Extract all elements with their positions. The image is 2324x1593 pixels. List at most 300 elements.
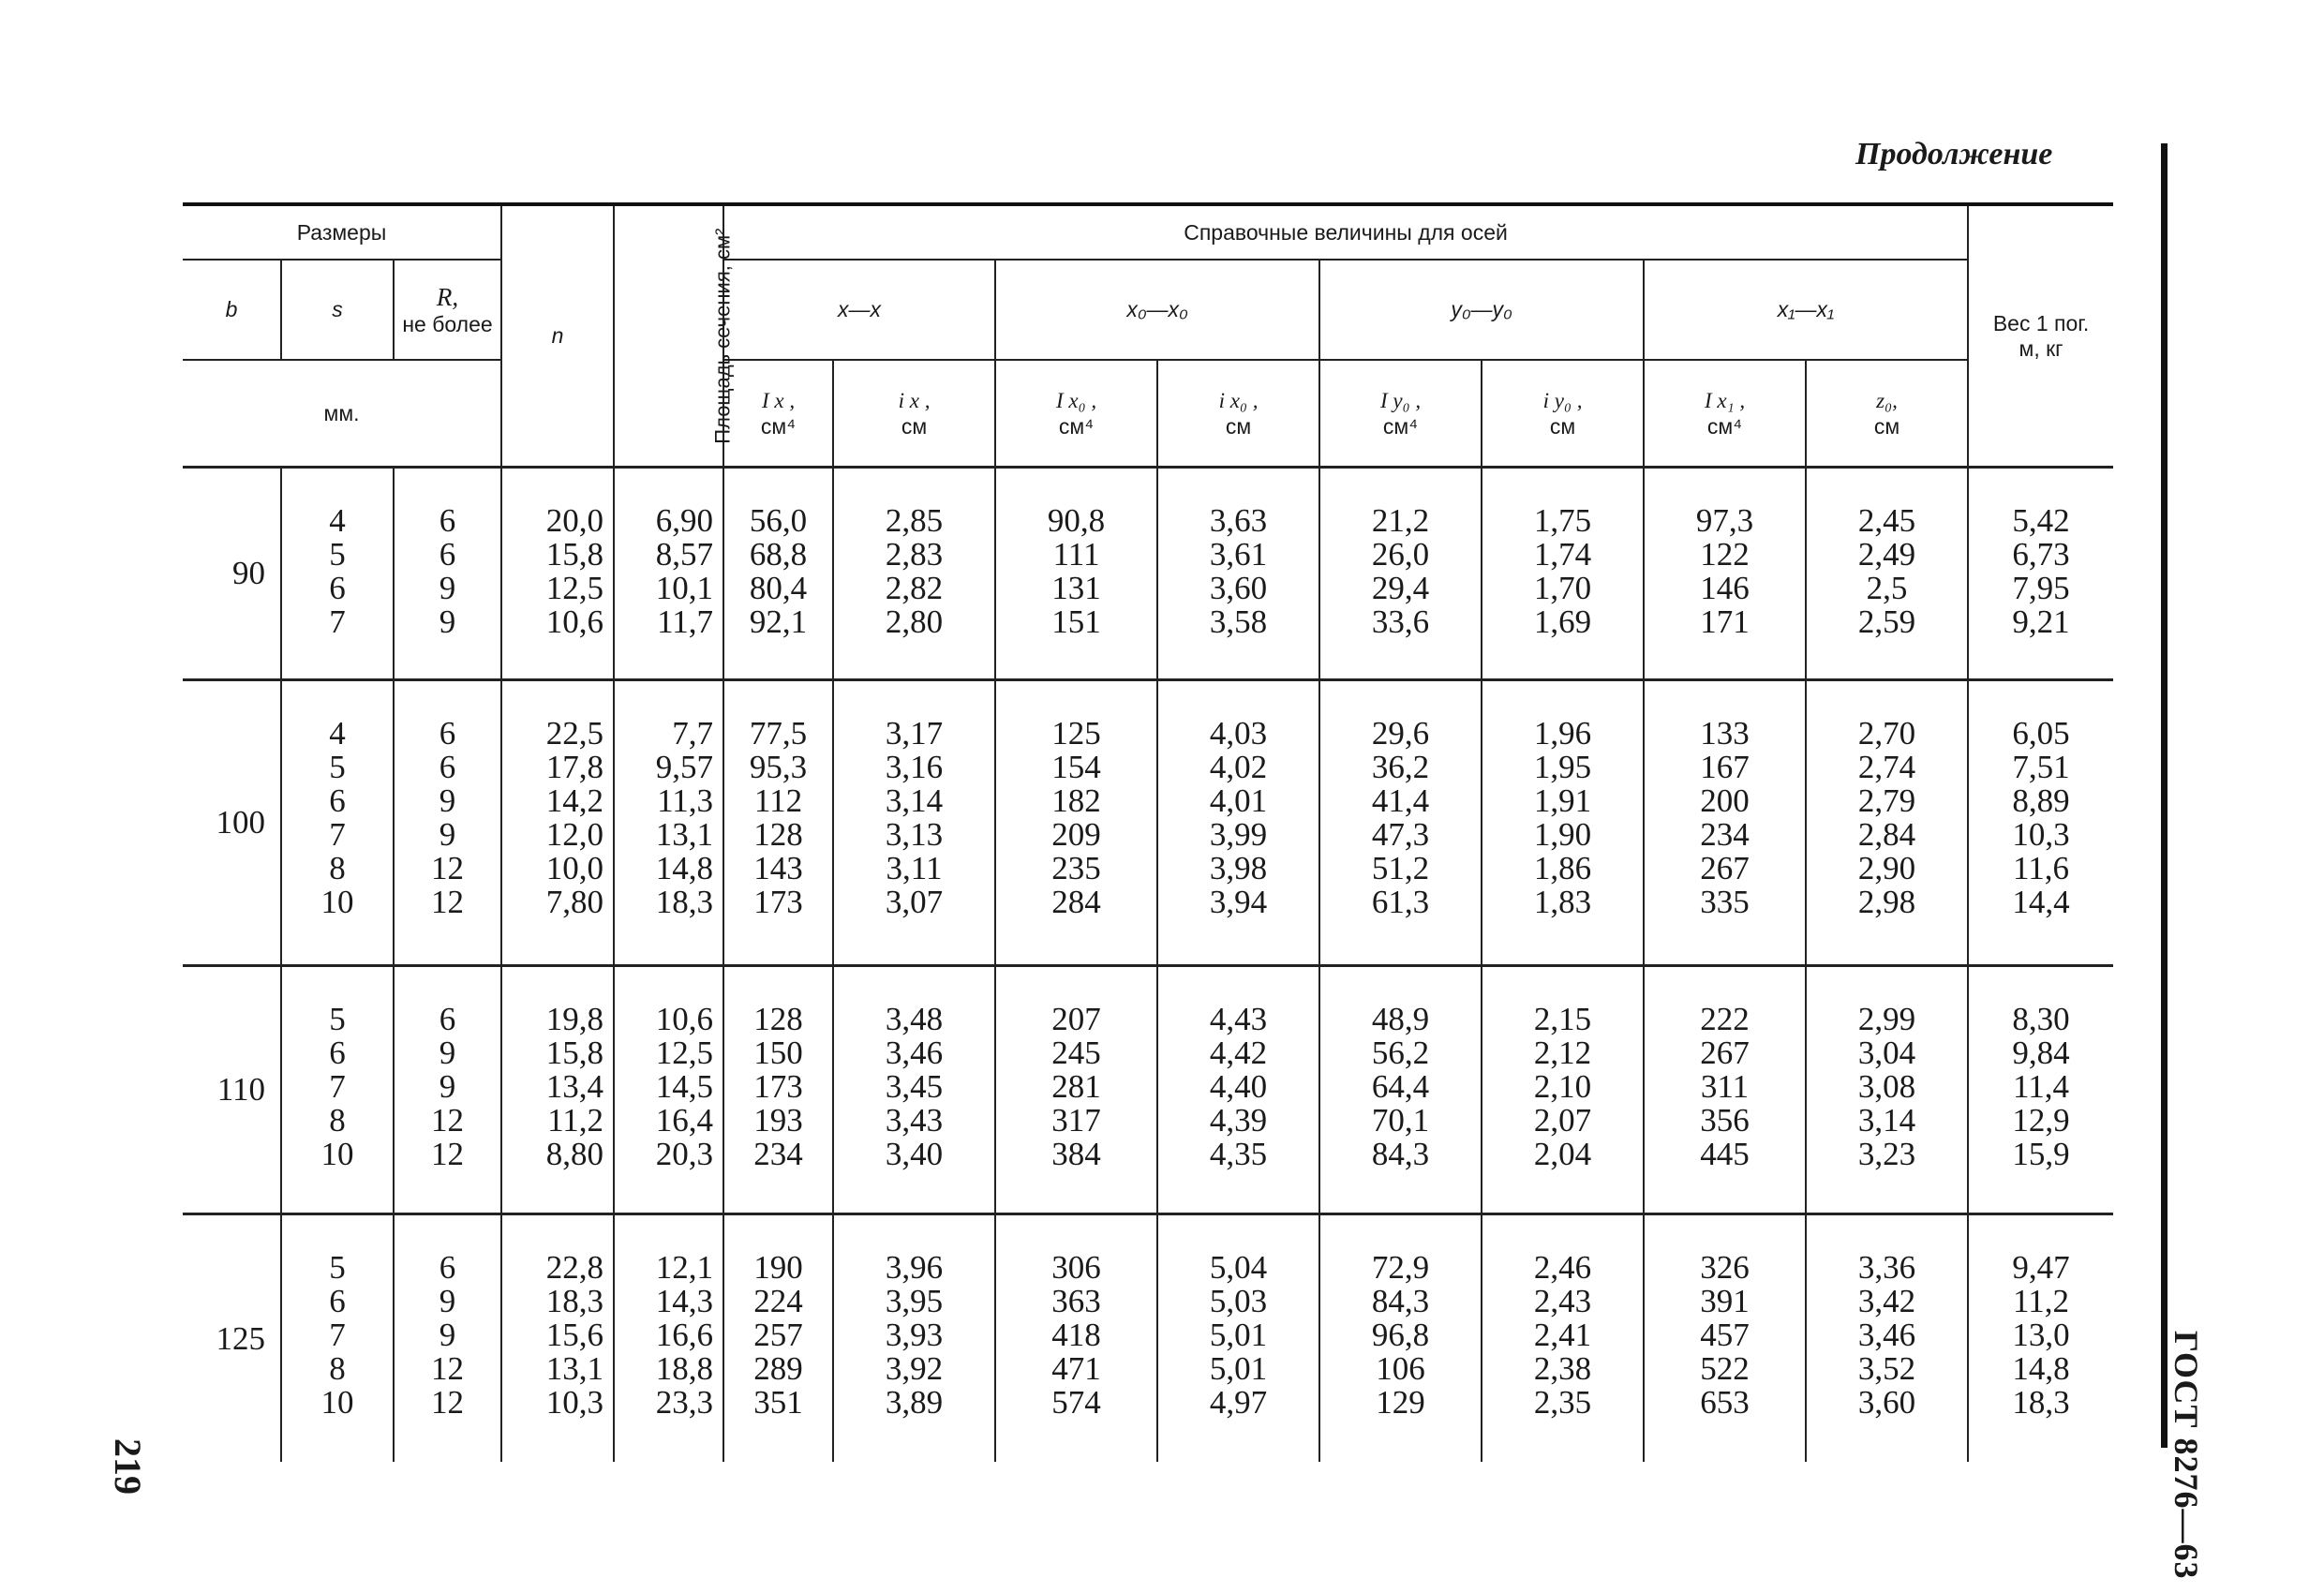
value-n: 12,0 bbox=[545, 815, 604, 853]
value-ix: 68,8 bbox=[749, 536, 808, 573]
table-row bbox=[183, 965, 2113, 1214]
col-ix-cell bbox=[723, 468, 833, 680]
value-iy0: 48,9 bbox=[1371, 1000, 1430, 1037]
value-list bbox=[1482, 1000, 1643, 1172]
value-s: 10 bbox=[320, 1135, 354, 1172]
value-iy0: 2,41 bbox=[1533, 1317, 1592, 1354]
value-ix: 3,13 bbox=[885, 815, 944, 853]
value-ix0: 317 bbox=[1051, 1101, 1101, 1139]
value-iy0: 96,8 bbox=[1371, 1317, 1430, 1354]
value-ix1: 522 bbox=[1700, 1350, 1750, 1388]
page-number: 219 bbox=[107, 1438, 149, 1495]
value-list bbox=[996, 1251, 1156, 1420]
value-ix: 3,92 bbox=[885, 1350, 944, 1388]
value-z0: 3,36 bbox=[1857, 1249, 1916, 1287]
value-n: 22,8 bbox=[545, 1249, 604, 1287]
value-n: 11,2 bbox=[547, 1101, 604, 1139]
header-iy0-moment bbox=[1319, 360, 1482, 468]
value-ix: 95,3 bbox=[749, 748, 808, 785]
value-ix1: 122 bbox=[1700, 536, 1750, 573]
col-s-cell bbox=[281, 1214, 394, 1462]
col-s-cell bbox=[281, 468, 394, 680]
value-area: 12,5 bbox=[655, 1034, 714, 1071]
col-n-cell bbox=[501, 1214, 614, 1462]
col-ix-cell bbox=[833, 468, 995, 680]
value-iy0: 2,35 bbox=[1533, 1384, 1592, 1422]
value-ix: 2,82 bbox=[885, 570, 944, 606]
col-ix0-cell bbox=[995, 965, 1157, 1214]
value-ix: 3,07 bbox=[885, 883, 944, 920]
value-ix: 3,11 bbox=[886, 849, 943, 886]
value-ix0: 207 bbox=[1051, 1000, 1101, 1037]
value-z0: 2,98 bbox=[1857, 883, 1916, 920]
header-ix1-moment-unit: см⁴ bbox=[1706, 413, 1743, 439]
header-area-text: Площадь сечения, см² bbox=[710, 228, 735, 444]
value-weight: 18,3 bbox=[2012, 1384, 2070, 1422]
header-axis-xx: x—x bbox=[723, 260, 995, 360]
value-s: 5 bbox=[329, 1249, 346, 1287]
value-n: 10,3 bbox=[545, 1384, 604, 1422]
value-s: 10 bbox=[320, 1384, 354, 1422]
value-weight: 6,73 bbox=[2012, 536, 2070, 573]
value-list bbox=[996, 714, 1156, 920]
value-ix0: 125 bbox=[1051, 714, 1101, 752]
size-b-cell: 100 bbox=[183, 679, 281, 965]
col-weight-cell bbox=[1968, 679, 2113, 965]
value-weight: 11,2 bbox=[2013, 1283, 2069, 1320]
value-r: 9 bbox=[439, 1283, 456, 1320]
col-area-cell bbox=[614, 1214, 723, 1462]
value-z0: 3,08 bbox=[1857, 1067, 1916, 1105]
value-weight: 9,84 bbox=[2012, 1034, 2070, 1071]
value-ix: 193 bbox=[753, 1101, 803, 1139]
value-n: 13,1 bbox=[545, 1350, 604, 1388]
header-axis-x0x0: x₀—x₀ bbox=[995, 260, 1319, 360]
value-ix0: 363 bbox=[1051, 1283, 1101, 1320]
value-s: 6 bbox=[329, 570, 346, 606]
header-ix-radius-label: i x , bbox=[898, 389, 931, 413]
value-ix: 3,93 bbox=[885, 1317, 944, 1354]
value-z0: 3,60 bbox=[1857, 1384, 1916, 1422]
value-n: 15,8 bbox=[545, 1034, 604, 1071]
value-iy0: 106 bbox=[1376, 1350, 1425, 1388]
header-reference: Справочные величины для осей bbox=[723, 204, 1968, 260]
value-iy0: 1,96 bbox=[1533, 714, 1592, 752]
value-ix0: 574 bbox=[1051, 1384, 1101, 1422]
header-ix-moment bbox=[723, 360, 833, 468]
value-iy0: 47,3 bbox=[1371, 815, 1430, 853]
value-iy0: 1,70 bbox=[1533, 570, 1592, 606]
value-ix: 234 bbox=[753, 1135, 803, 1172]
value-r: 6 bbox=[439, 1000, 456, 1037]
value-z0: 3,23 bbox=[1857, 1135, 1916, 1172]
value-ix: 3,43 bbox=[885, 1101, 944, 1139]
value-n: 8,80 bbox=[545, 1135, 604, 1172]
value-n: 10,0 bbox=[545, 849, 604, 886]
value-iy0: 1,90 bbox=[1533, 815, 1592, 853]
value-s: 8 bbox=[329, 849, 346, 886]
value-s: 6 bbox=[329, 1034, 346, 1071]
value-n: 7,80 bbox=[545, 883, 604, 920]
value-ix: 143 bbox=[753, 849, 803, 886]
value-r: 12 bbox=[431, 849, 465, 886]
value-list bbox=[1158, 714, 1318, 920]
col-r-cell bbox=[394, 1214, 501, 1462]
value-ix0: 154 bbox=[1051, 748, 1101, 785]
header-ix0-moment-unit: см⁴ bbox=[1058, 413, 1095, 439]
header-iy0-moment-label: I y₀ , bbox=[1379, 389, 1422, 413]
value-ix: 3,89 bbox=[885, 1384, 944, 1422]
value-list bbox=[996, 504, 1156, 639]
value-iy0: 70,1 bbox=[1371, 1101, 1430, 1139]
value-area: 23,3 bbox=[655, 1384, 714, 1422]
value-ix: 190 bbox=[753, 1249, 803, 1287]
value-list bbox=[996, 1000, 1156, 1172]
col-iy0-cell bbox=[1482, 679, 1644, 965]
value-weight: 7,51 bbox=[2012, 748, 2070, 785]
value-ix1: 133 bbox=[1700, 714, 1750, 752]
value-ix: 257 bbox=[753, 1317, 803, 1354]
value-s: 8 bbox=[329, 1101, 346, 1139]
value-iy0: 84,3 bbox=[1371, 1283, 1430, 1320]
value-ix0: 3,99 bbox=[1209, 815, 1268, 853]
col-ix0-cell bbox=[1157, 468, 1319, 680]
col-ix0-cell bbox=[1157, 965, 1319, 1214]
value-n: 12,5 bbox=[545, 570, 604, 606]
value-ix: 3,96 bbox=[885, 1249, 944, 1287]
value-iy0: 1,86 bbox=[1533, 849, 1592, 886]
value-r: 9 bbox=[439, 1034, 456, 1071]
value-ix: 112 bbox=[753, 782, 803, 819]
col-ix0-cell bbox=[995, 468, 1157, 680]
value-iy0: 36,2 bbox=[1371, 748, 1430, 785]
table-row bbox=[183, 679, 2113, 965]
col-ix-cell bbox=[723, 965, 833, 1214]
header-ix-moment-label: I x , bbox=[761, 389, 796, 413]
value-list bbox=[395, 1000, 500, 1172]
value-z0: 2,90 bbox=[1857, 849, 1916, 886]
value-iy0: 129 bbox=[1376, 1384, 1425, 1422]
value-list bbox=[1482, 504, 1643, 639]
value-ix: 3,14 bbox=[885, 782, 944, 819]
value-z0: 3,52 bbox=[1857, 1350, 1916, 1388]
value-z0: 3,46 bbox=[1857, 1317, 1916, 1354]
value-iy0: 1,74 bbox=[1533, 536, 1592, 573]
header-s: s bbox=[281, 260, 394, 360]
value-s: 7 bbox=[329, 1067, 346, 1105]
value-list bbox=[1807, 1000, 1967, 1172]
value-ix: 3,17 bbox=[885, 714, 944, 752]
value-r: 12 bbox=[431, 1350, 465, 1388]
value-list bbox=[502, 1251, 613, 1420]
value-ix0: 131 bbox=[1051, 570, 1101, 606]
value-weight: 12,9 bbox=[2012, 1101, 2070, 1139]
col-weight-cell bbox=[1968, 965, 2113, 1214]
value-list bbox=[1807, 1251, 1967, 1420]
value-ix0: 5,01 bbox=[1209, 1350, 1268, 1388]
value-list bbox=[1807, 714, 1967, 920]
header-iy0-radius-unit: см bbox=[1549, 413, 1576, 439]
col-ix1-cell bbox=[1644, 1214, 1806, 1462]
value-weight: 13,0 bbox=[2012, 1317, 2070, 1354]
value-list bbox=[395, 1251, 500, 1420]
value-z0: 2,49 bbox=[1857, 536, 1916, 573]
col-area-cell bbox=[614, 679, 723, 965]
value-z0: 2,99 bbox=[1857, 1000, 1916, 1037]
value-ix1: 171 bbox=[1700, 603, 1750, 640]
header-ix-moment-unit: см⁴ bbox=[760, 413, 797, 439]
value-s: 8 bbox=[329, 1350, 346, 1388]
value-iy0: 21,2 bbox=[1371, 502, 1430, 539]
value-ix1: 222 bbox=[1700, 1000, 1750, 1037]
value-iy0: 1,95 bbox=[1533, 748, 1592, 785]
value-weight: 8,30 bbox=[2012, 1000, 2070, 1037]
value-area: 11,7 bbox=[657, 603, 714, 640]
col-iy0-cell bbox=[1319, 965, 1482, 1214]
value-ix1: 445 bbox=[1700, 1135, 1750, 1172]
value-area: 7,7 bbox=[672, 714, 714, 752]
size-b-cell: 125 bbox=[183, 1214, 281, 1462]
header-ix0-radius-label: i x₀ , bbox=[1218, 389, 1259, 413]
col-ix0-cell bbox=[995, 1214, 1157, 1462]
value-ix0: 182 bbox=[1051, 782, 1101, 819]
value-ix0: 245 bbox=[1051, 1034, 1101, 1071]
header-axis-x1x1: x₁—x₁ bbox=[1644, 260, 1968, 360]
value-ix0: 4,03 bbox=[1209, 714, 1268, 752]
value-ix1: 267 bbox=[1700, 1034, 1750, 1071]
value-ix0: 306 bbox=[1051, 1249, 1101, 1287]
value-area: 16,4 bbox=[655, 1101, 714, 1139]
value-ix: 77,5 bbox=[749, 714, 808, 752]
value-s: 6 bbox=[329, 782, 346, 819]
col-iy0-cell bbox=[1319, 679, 1482, 965]
col-n-cell bbox=[501, 468, 614, 680]
value-list bbox=[834, 504, 994, 639]
value-list bbox=[1158, 1251, 1318, 1420]
margin-rule bbox=[2161, 143, 2168, 1448]
header-weight bbox=[1968, 204, 2113, 468]
value-ix0: 235 bbox=[1051, 849, 1101, 886]
value-ix1: 335 bbox=[1700, 883, 1750, 920]
col-ix-cell bbox=[723, 679, 833, 965]
value-r: 6 bbox=[439, 502, 456, 539]
value-area: 18,8 bbox=[655, 1350, 714, 1388]
value-ix0: 4,43 bbox=[1209, 1000, 1268, 1037]
value-ix1: 311 bbox=[1700, 1067, 1750, 1105]
value-weight: 6,05 bbox=[2012, 714, 2070, 752]
header-ix0-moment bbox=[995, 360, 1157, 468]
col-r-cell bbox=[394, 468, 501, 680]
value-iy0: 29,4 bbox=[1371, 570, 1430, 606]
value-iy0: 84,3 bbox=[1371, 1135, 1430, 1172]
header-z0-label: z₀, bbox=[1876, 389, 1898, 413]
value-n: 14,2 bbox=[545, 782, 604, 819]
value-list bbox=[1645, 714, 1805, 920]
value-ix1: 457 bbox=[1700, 1317, 1750, 1354]
value-ix1: 97,3 bbox=[1695, 502, 1754, 539]
value-ix0: 3,58 bbox=[1209, 603, 1268, 640]
value-ix0: 90,8 bbox=[1047, 502, 1106, 539]
value-ix1: 146 bbox=[1700, 570, 1750, 606]
col-n-cell bbox=[501, 965, 614, 1214]
value-z0: 3,42 bbox=[1857, 1283, 1916, 1320]
value-ix: 173 bbox=[753, 1067, 803, 1105]
value-ix0: 281 bbox=[1051, 1067, 1101, 1105]
col-iy0-cell bbox=[1482, 1214, 1644, 1462]
header-iy0-radius-label: i y₀ , bbox=[1542, 389, 1583, 413]
value-area: 14,5 bbox=[655, 1067, 714, 1105]
value-list bbox=[834, 714, 994, 920]
col-s-cell bbox=[281, 965, 394, 1214]
header-n: n bbox=[501, 204, 614, 468]
value-n: 10,6 bbox=[545, 603, 604, 640]
value-list bbox=[615, 1251, 723, 1420]
value-ix: 128 bbox=[753, 815, 803, 853]
value-weight: 8,89 bbox=[2012, 782, 2070, 819]
col-weight-cell bbox=[1968, 468, 2113, 680]
value-n: 20,0 bbox=[545, 502, 604, 539]
header-r-sub: не более bbox=[402, 311, 493, 336]
value-ix0: 284 bbox=[1051, 883, 1101, 920]
value-list bbox=[615, 504, 723, 639]
value-ix1: 234 bbox=[1700, 815, 1750, 853]
value-s: 4 bbox=[329, 714, 346, 752]
value-iy0: 1,83 bbox=[1533, 883, 1592, 920]
value-area: 16,6 bbox=[655, 1317, 714, 1354]
col-ix-cell bbox=[723, 1214, 833, 1462]
col-z0-cell bbox=[1806, 965, 1968, 1214]
value-z0: 3,14 bbox=[1857, 1101, 1916, 1139]
value-ix: 224 bbox=[753, 1283, 803, 1320]
value-ix0: 471 bbox=[1051, 1350, 1101, 1388]
col-s-cell bbox=[281, 679, 394, 965]
value-iy0: 64,4 bbox=[1371, 1067, 1430, 1105]
value-weight: 14,4 bbox=[2012, 883, 2070, 920]
value-iy0: 41,4 bbox=[1371, 782, 1430, 819]
value-s: 4 bbox=[329, 502, 346, 539]
value-list bbox=[1645, 1251, 1805, 1420]
col-z0-cell bbox=[1806, 679, 1968, 965]
value-list bbox=[502, 714, 613, 920]
value-s: 5 bbox=[329, 1000, 346, 1037]
value-z0: 3,04 bbox=[1857, 1034, 1916, 1071]
header-iy0-radius bbox=[1482, 360, 1644, 468]
value-ix1: 267 bbox=[1700, 849, 1750, 886]
value-ix: 150 bbox=[753, 1034, 803, 1071]
col-iy0-cell bbox=[1482, 965, 1644, 1214]
value-iy0: 2,04 bbox=[1533, 1135, 1592, 1172]
value-iy0: 72,9 bbox=[1371, 1249, 1430, 1287]
value-iy0: 61,3 bbox=[1371, 883, 1430, 920]
value-list bbox=[1969, 1251, 2113, 1420]
value-area: 9,57 bbox=[655, 748, 714, 785]
value-list bbox=[615, 714, 723, 920]
value-n: 15,6 bbox=[545, 1317, 604, 1354]
header-r bbox=[394, 260, 501, 360]
value-list bbox=[282, 714, 393, 920]
col-iy0-cell bbox=[1319, 1214, 1482, 1462]
col-iy0-cell bbox=[1319, 468, 1482, 680]
value-iy0: 2,38 bbox=[1533, 1350, 1592, 1388]
value-ix1: 391 bbox=[1700, 1283, 1750, 1320]
col-z0-cell bbox=[1806, 468, 1968, 680]
value-z0: 2,5 bbox=[1866, 570, 1908, 606]
col-ix1-cell bbox=[1644, 965, 1806, 1214]
col-r-cell bbox=[394, 679, 501, 965]
value-r: 9 bbox=[439, 570, 456, 606]
value-n: 17,8 bbox=[545, 748, 604, 785]
value-ix: 3,45 bbox=[885, 1067, 944, 1105]
value-weight: 9,21 bbox=[2012, 603, 2070, 640]
value-r: 9 bbox=[439, 1067, 456, 1105]
value-list bbox=[1320, 714, 1481, 920]
value-ix: 2,85 bbox=[885, 502, 944, 539]
value-r: 6 bbox=[439, 1249, 456, 1287]
header-b: b bbox=[183, 260, 281, 360]
value-r: 9 bbox=[439, 815, 456, 853]
value-list bbox=[1320, 504, 1481, 639]
value-area: 13,1 bbox=[655, 815, 714, 853]
value-weight: 14,8 bbox=[2012, 1350, 2070, 1388]
angle-profile-table bbox=[183, 202, 2113, 1462]
value-list bbox=[615, 1000, 723, 1172]
col-weight-cell bbox=[1968, 1214, 2113, 1462]
value-weight: 9,47 bbox=[2012, 1249, 2070, 1287]
table-row bbox=[183, 468, 2113, 680]
col-r-cell bbox=[394, 965, 501, 1214]
col-ix0-cell bbox=[1157, 1214, 1319, 1462]
value-area: 18,3 bbox=[655, 883, 714, 920]
value-ix1: 200 bbox=[1700, 782, 1750, 819]
value-ix0: 4,01 bbox=[1209, 782, 1268, 819]
value-r: 9 bbox=[439, 603, 456, 640]
header-ix1-moment-label: I x₁ , bbox=[1704, 389, 1746, 413]
value-r: 6 bbox=[439, 714, 456, 752]
value-ix0: 3,94 bbox=[1209, 883, 1268, 920]
value-s: 5 bbox=[329, 536, 346, 573]
value-weight: 11,6 bbox=[2013, 849, 2069, 886]
header-ix0-radius bbox=[1157, 360, 1319, 468]
value-weight: 5,42 bbox=[2012, 502, 2070, 539]
value-area: 11,3 bbox=[657, 782, 714, 819]
value-z0: 2,79 bbox=[1857, 782, 1916, 819]
value-list bbox=[282, 504, 393, 639]
value-ix1: 356 bbox=[1700, 1101, 1750, 1139]
value-list bbox=[1158, 1000, 1318, 1172]
value-ix: 3,40 bbox=[885, 1135, 944, 1172]
header-weight-text: Вес 1 пог. м, кг bbox=[1992, 311, 2090, 361]
value-list bbox=[395, 504, 500, 639]
value-iy0: 1,91 bbox=[1533, 782, 1592, 819]
value-n: 15,8 bbox=[545, 536, 604, 573]
col-z0-cell bbox=[1806, 1214, 1968, 1462]
value-z0: 2,45 bbox=[1857, 502, 1916, 539]
header-z0-unit: см bbox=[1873, 413, 1900, 439]
value-iy0: 33,6 bbox=[1371, 603, 1430, 640]
value-n: 18,3 bbox=[545, 1283, 604, 1320]
col-ix-cell bbox=[833, 679, 995, 965]
value-r: 12 bbox=[431, 1101, 465, 1139]
value-iy0: 1,69 bbox=[1533, 603, 1592, 640]
value-list bbox=[1320, 1251, 1481, 1420]
size-b-cell: 90 bbox=[183, 468, 281, 680]
value-ix0: 5,01 bbox=[1209, 1317, 1268, 1354]
value-r: 6 bbox=[439, 536, 456, 573]
value-weight: 15,9 bbox=[2012, 1135, 2070, 1172]
value-s: 7 bbox=[329, 1317, 346, 1354]
col-area-cell bbox=[614, 965, 723, 1214]
value-ix0: 3,98 bbox=[1209, 849, 1268, 886]
